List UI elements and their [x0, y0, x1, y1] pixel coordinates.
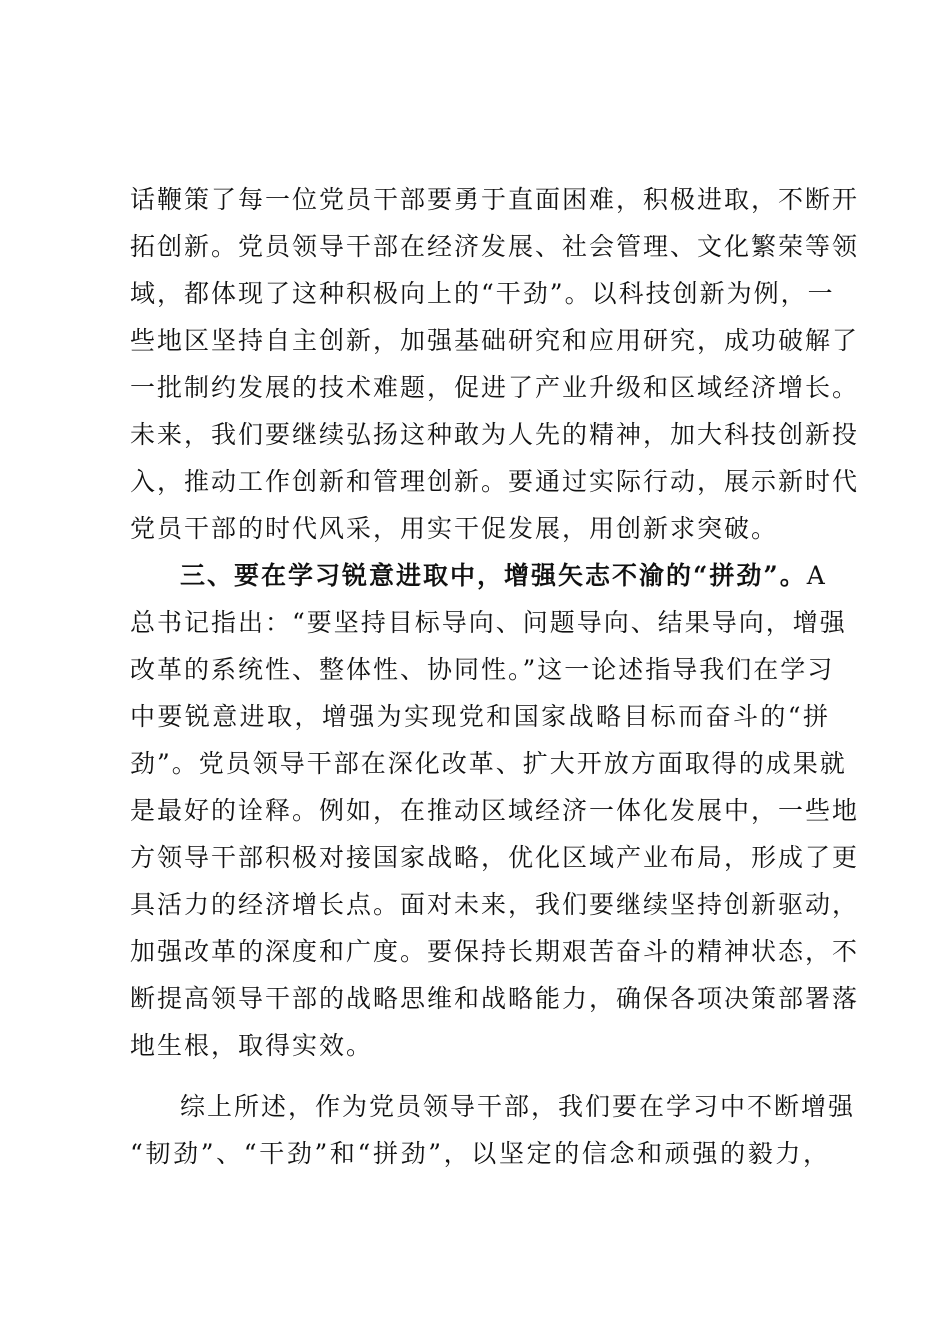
text-line: 劲”。党员领导干部在深化改革、扩大开放方面取得的成果就 — [130, 749, 847, 778]
heading-tail-text: A — [806, 561, 827, 590]
text-line: 一批制约发展的技术难题，促进了产业升级和区域经济增长。 — [130, 373, 860, 402]
text-line: 中要锐意进取，增强为实现党和国家战略目标而奋斗的“拼 — [130, 702, 830, 731]
text-line: 具活力的经济增长点。面对未来，我们要继续坚持创新驱动， — [130, 890, 860, 919]
text-line: “韧劲”、“干劲”和“拼劲”，以坚定的信念和顽强的毅力， — [130, 1139, 830, 1168]
text-line: 党员干部的时代风采，用实干促发展，用创新求突破。 — [130, 514, 779, 543]
text-line: 域，都体现了这种积极向上的“干劲”。以科技创新为例，一 — [130, 279, 835, 308]
text-line: 是最好的诠释。例如，在推动区域经济一体化发展中，一些地 — [130, 796, 860, 825]
section-heading: 三、要在学习锐意进取中，增强矢志不渝的“拼劲”。 — [180, 561, 807, 590]
text-line: 地生根，取得实效。 — [130, 1031, 374, 1060]
text-line: 改革的系统性、整体性、协同性。”这一论述指导我们在学习 — [130, 655, 835, 684]
text-line: 未来，我们要继续弘扬这种敢为人先的精神，加大科技创新投 — [130, 420, 860, 449]
paragraph-ganjin — [130, 176, 860, 552]
text-line: 方领导干部积极对接国家战略，优化区域产业布局，形成了更 — [130, 843, 860, 872]
paragraph-gap — [130, 1069, 830, 1083]
text-line: 断提高领导干部的战略思维和战略能力，确保各项决策部署落 — [130, 984, 860, 1013]
section-heading-line — [130, 552, 830, 599]
paragraph-summary — [130, 1083, 856, 1177]
text-line: 入，推动工作创新和管理创新。要通过实际行动，展示新时代 — [130, 467, 860, 496]
document-body — [130, 176, 860, 1177]
text-line: 些地区坚持自主创新，加强基础研究和应用研究，成功破解了 — [130, 326, 860, 355]
text-line: 加强改革的深度和广度。要保持长期艰苦奋斗的精神状态，不 — [130, 937, 860, 966]
text-line: 综上所述，作为党员领导干部，我们要在学习中不断增强 — [180, 1092, 856, 1121]
text-line: 话鞭策了每一位党员干部要勇于直面困难，积极进取，不断开 — [130, 185, 860, 214]
text-line: 拓创新。党员领导干部在经济发展、社会管理、文化繁荣等领 — [130, 232, 860, 261]
text-line: 总书记指出：“要坚持目标导向、问题导向、结果导向，增强 — [130, 608, 847, 637]
paragraph-pinjin — [130, 552, 860, 1069]
